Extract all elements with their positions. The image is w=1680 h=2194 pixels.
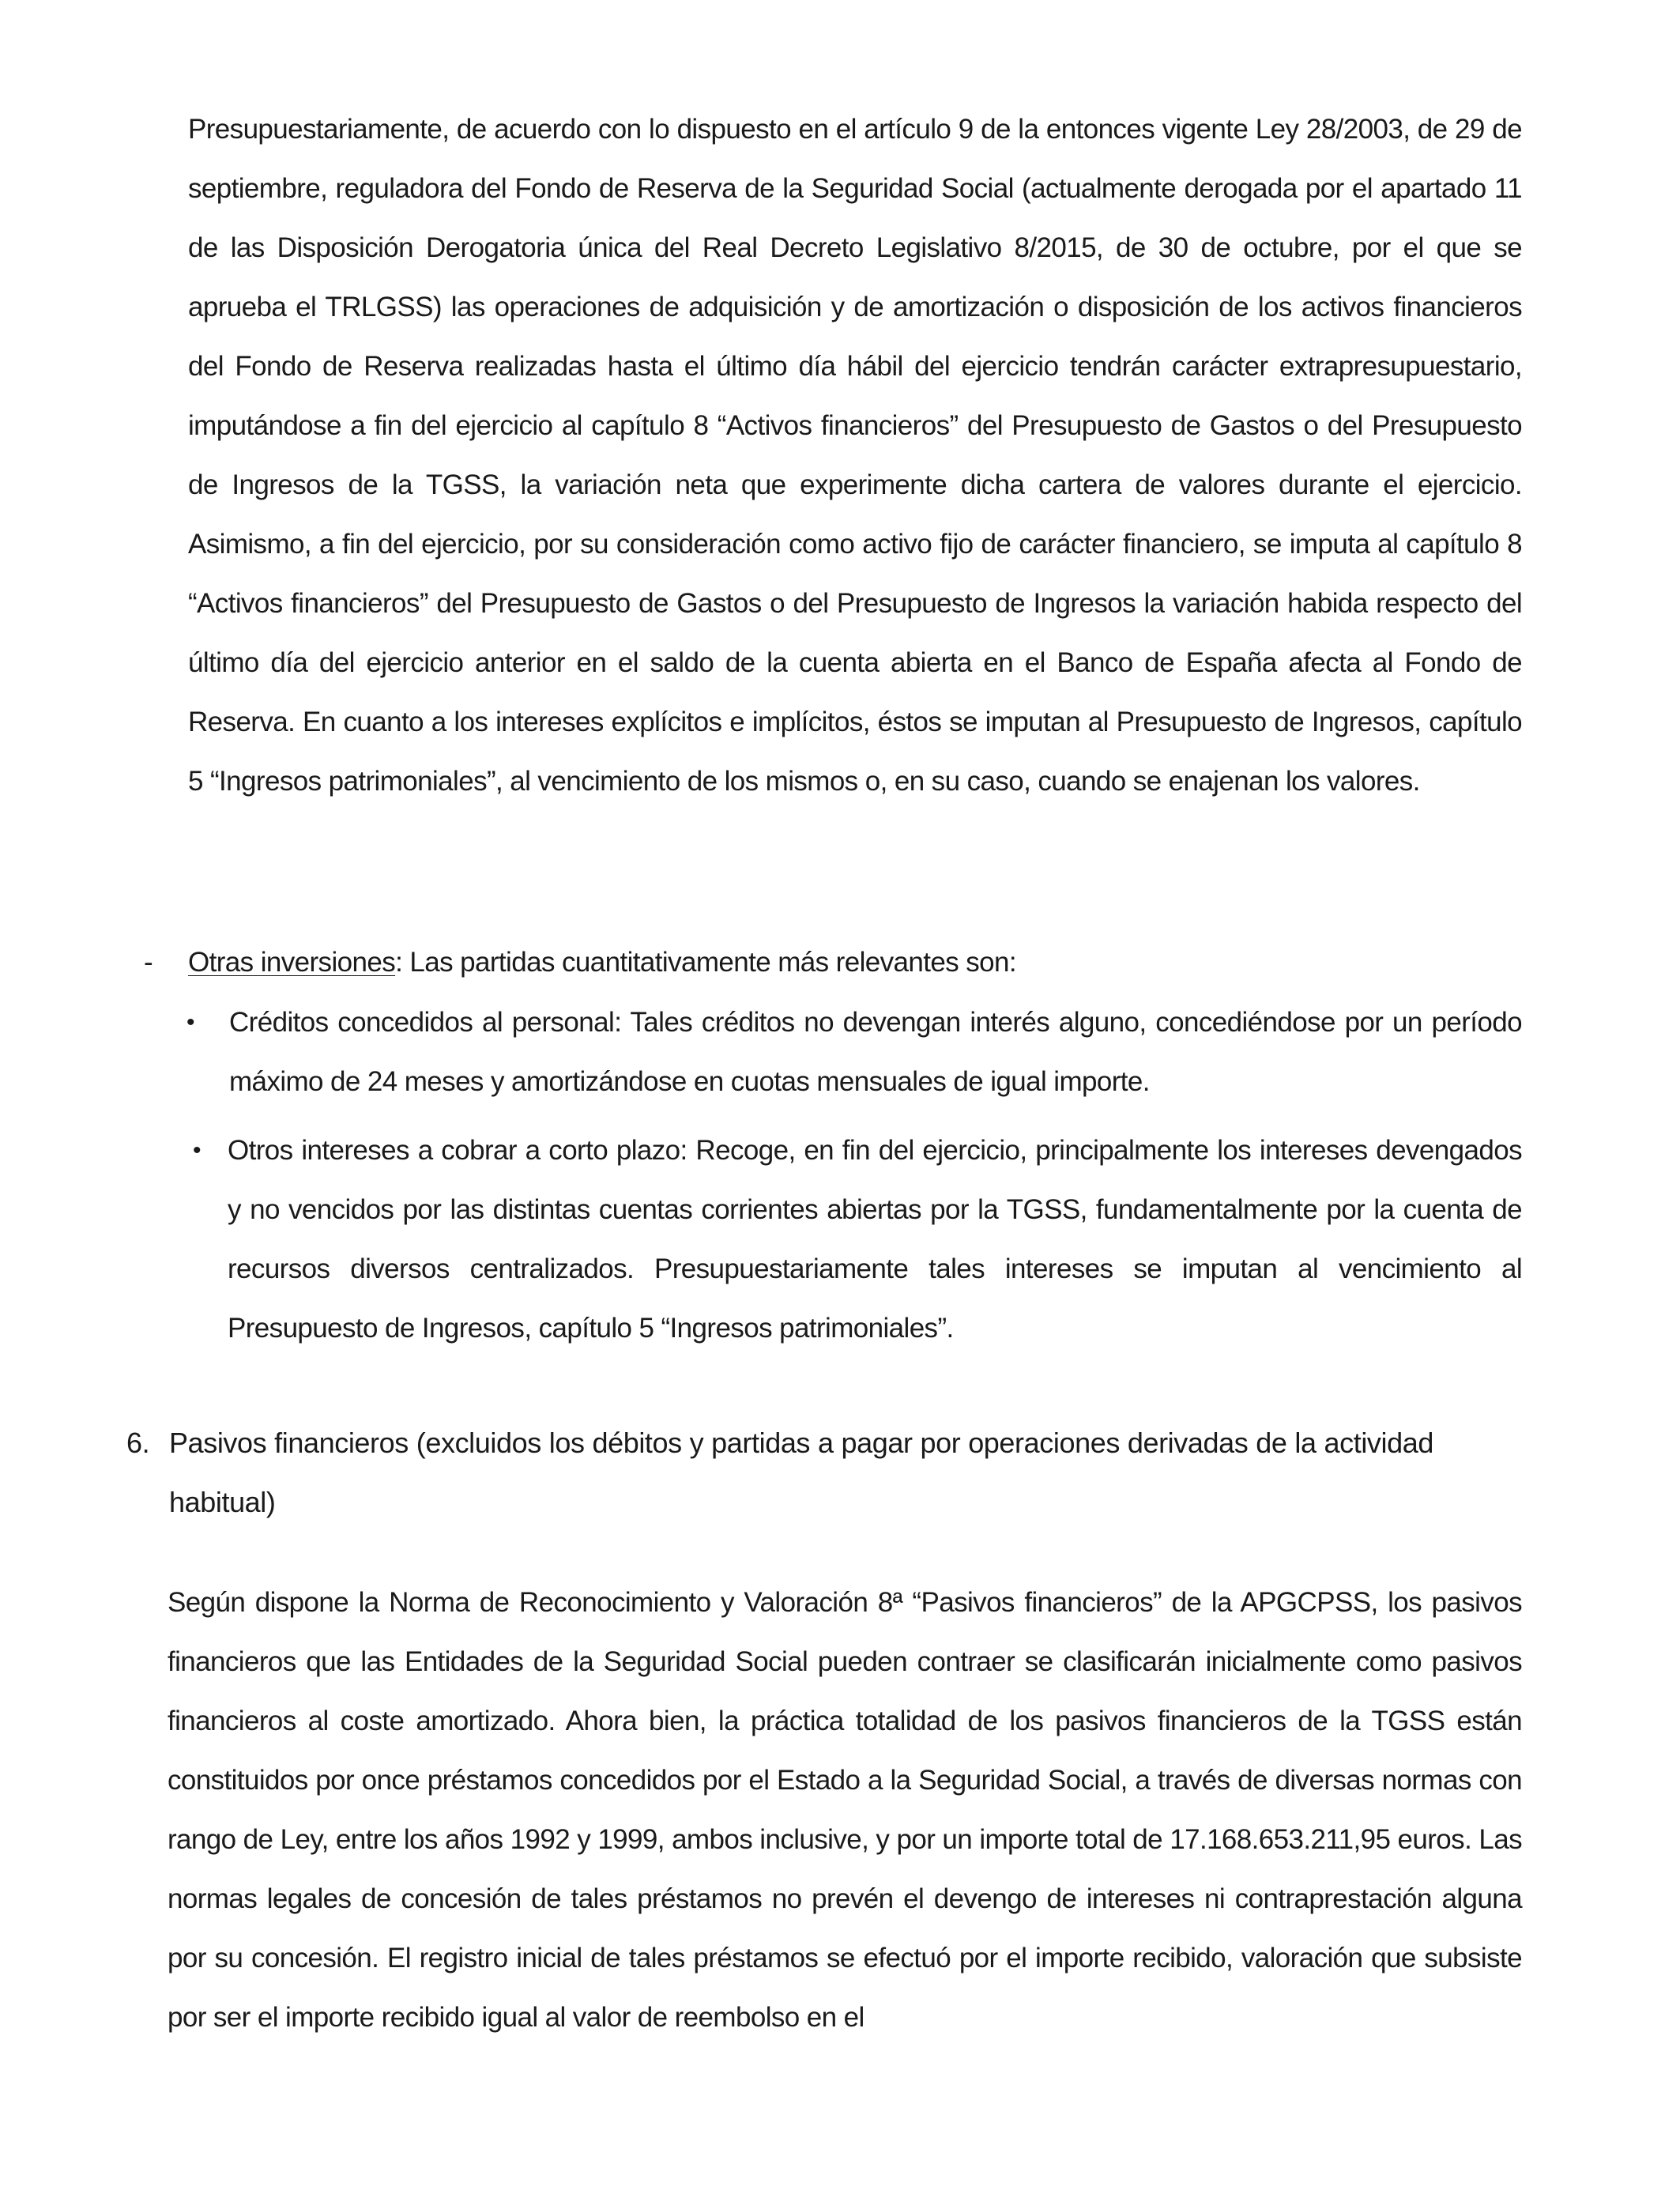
bullet-icon: • xyxy=(186,1009,195,1035)
otras-inversiones-text: : Las partidas cuantitativamente más relevantes son: xyxy=(395,947,1017,978)
pasivos-financieros-paragraph: Según dispone la Norma de Reconocimiento y Valoración 8ª “Pasivos financieros” de la APGCPSS, los pasivos financieros que las Entidades de la Seguridad Social pueden contraer se clasificarán inicialmente como pasivos financieros al coste amortizado. Ahora bien, la práctica totalidad de los pasivos financieros de la TGSS están constituidos por once préstamos concedidos por el Estado a la Seguridad Social, a través de diversas normas con rango de Ley, entre los años 1992 y 1999, ambos inclusive, y por un importe total de 17.168.653.211,95 euros. Las normas legales de concesión de tales préstamos no prevén el devengo de intereses ni contraprestación alguna por su concesión. El registro inicial de tales préstamos se efectuó por el importe recibido, valoración que subsiste por ser el importe recibido igual al valor de reembolso en el xyxy=(168,1587,1522,2033)
section-heading: Pasivos financieros (excluidos los débitos y partidas a pagar por operaciones derivadas de la actividad habitual) xyxy=(169,1427,1433,1518)
fondo-reserva-paragraph: Presupuestariamente, de acuerdo con lo dispuesto en el artículo 9 de la entonces vigente Ley 28/2003, de 29 de septiembre, reguladora del Fondo de Reserva de la Seguridad Social (actualmente derogada por el apartado 11 de las Disposición Derogatoria única del Real Decreto Legislativo 8/2015, de 30 de octubre, por el que se aprueba el TRLGSS) las operaciones de adquisición y de amortización o disposición de los activos financieros del Fondo de Reserva realizadas hasta el último día hábil del ejercicio tendrán carácter extrapresupuestario, imputándose a fin del ejercicio al capítulo 8 “Activos financieros” del Presupuesto de Gastos o del Presupuesto de Ingresos de la TGSS, la variación neta que experimente dicha cartera de valores durante el ejercicio. Asimismo, a fin del ejercicio, por su consideración como activo fijo de carácter financiero, se imputa al capítulo 8 “Activos financieros” del Presupuesto de Gastos o del Presupuesto de Ingresos la variación habida respecto del último día del ejercicio anterior en el saldo de la cuenta abierta en el Banco de España afecta al Fondo de Reserva. En cuanto a los intereses explícitos e implícitos, éstos se imputan al Presupuesto de Ingresos, capítulo 5 “Ingresos patrimoniales”, al vencimiento de los mismos o, en su caso, cuando se enajenan los valores. xyxy=(188,114,1522,797)
list-item-creditos-personal: Créditos concedidos al personal: Tales créditos no devengan interés alguno, concediéndose por un período máximo de 24 meses y amortizándose en cuotas mensuales de igual importe. xyxy=(229,1007,1522,1097)
section-number: 6. xyxy=(126,1427,150,1459)
otras-inversiones-intro xyxy=(188,933,1522,992)
otras-inversiones-label: Otras inversiones xyxy=(188,947,396,978)
list-dash-marker: - xyxy=(144,947,153,978)
list-item-otros-intereses: Otros intereses a cobrar a corto plazo: Recoge, en fin del ejercicio, principalmente los intereses devengados y no vencidos por las distintas cuentas corrientes abiertas por la TGSS, fundamentalmente por la cuenta de recursos diversos centralizados. Presupuestariamente tales intereses se imputan al vencimiento al Presupuesto de Ingresos, capítulo 5 “Ingresos patrimoniales”. xyxy=(228,1135,1522,1344)
bullet-icon: • xyxy=(193,1137,202,1163)
